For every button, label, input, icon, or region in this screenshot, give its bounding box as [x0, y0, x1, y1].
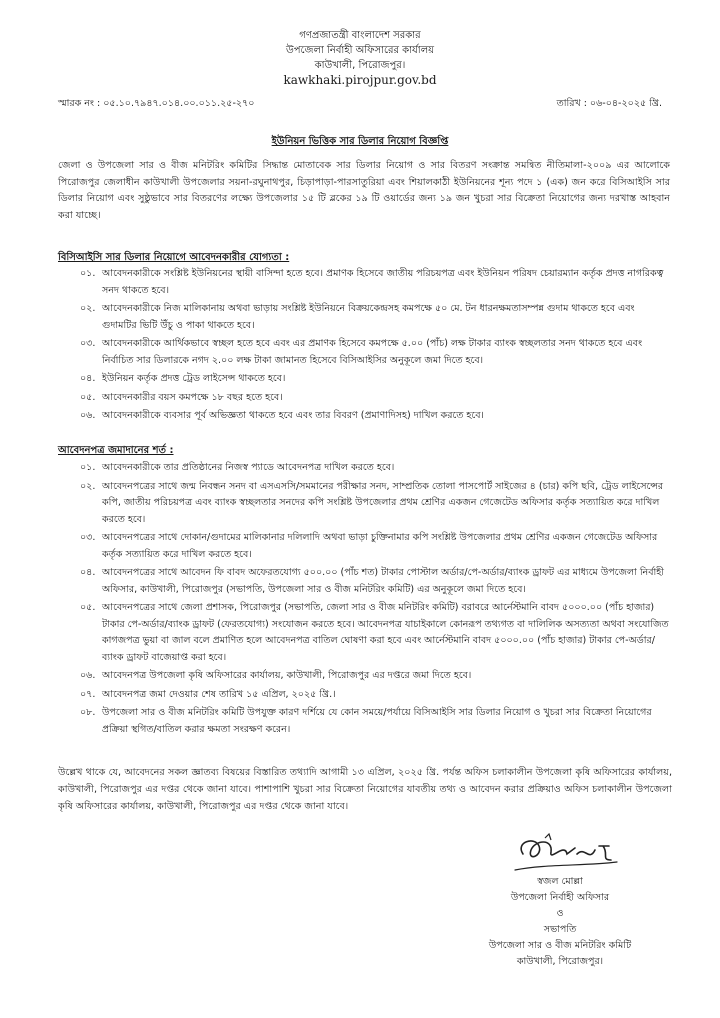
item-number: ০৩. [80, 532, 96, 543]
signatory-role: সভাপতি [543, 924, 577, 935]
list-item [58, 479, 672, 529]
header-line-2: উপজেলা নির্বাহী অফিসারের কার্যালয় [285, 45, 435, 56]
issue-date: তারিখ : ০৬-০৪-২০২৫ খ্রি. [556, 98, 662, 109]
list-item [58, 266, 672, 299]
item-number: ০১. [80, 268, 96, 279]
item-text: উপজেলা সার ও বীজ মনিটরিং কমিটি উপযুক্ত কারণ দর্শিয়ে যে কোন সময়ে/পর্যায়ে বিসিআইসি সার ডিলার নিয়োগ ও খুচরা সার বিক্রেতা নিয়োগের প্রক্রিয়া স্থগিত/বাতিল করার ক্ষমতা সংরক্ষণ করেন। [102, 707, 652, 735]
item-text: আবেদনপত্র উপজেলা কৃষি অফিসারের কার্যালয়, কাউখালী, পিরোজপুর এর দপ্তরে জমা দিতে হবে। [102, 670, 472, 681]
signatory-committee: উপজেলা সার ও বীজ মনিটরিং কমিটি [488, 940, 632, 951]
signatory-location: কাউখালী, পিরোজপুর। [516, 956, 604, 967]
item-text: আবেদনপত্র জমা দেওয়ার শেষ তারিখ ১৫ এপ্রিল, ২০২৫ খ্রি.। [102, 688, 336, 700]
header-line-3: কাউখালী, পিরোজপুর। [314, 60, 406, 71]
item-number: ০৪. [80, 567, 96, 578]
item-number: ০৪. [80, 373, 96, 384]
list-item [58, 530, 672, 563]
item-number: ০১. [80, 462, 96, 473]
item-text: আবেদনকারীর বয়স কমপক্ষে ১৮ বছর হতে হবে। [102, 391, 283, 403]
intro-paragraph: জেলা ও উপজেলা সার ও বীজ মনিটরিং কমিটির সিদ্ধান্ত মোতাবেক সার ডিলার নিয়োগ ও সার বিতরণ সংক্রান্ত সমন্বিত নীতিমালা-২০০৯ এর আলোকে পিরোজপুর জেলাধীন কাউখালী উপজেলার সয়না-রঘুনাথপুর, চিড়াপাড়া-পারসাতুরিয়া এবং শিয়ালকাঠী ইউনিয়নের শূন্য পদে ১ (এক) জন করে বিসিআইসি সার ডিলার নিয়োগ এবং সুষ্ঠুভাবে সার বিতরণের লক্ষ্যে উপজেলার ১৫ টি ব্লকের ১৯ টি ওয়ার্ডের জন্য ১৯ জন খুচরা সার বিক্রেতা নিয়োগের জন্য দরখাস্ত আহবান করা যাচ্ছে। [58, 160, 670, 221]
list-item [58, 565, 672, 598]
item-number: ০৭. [80, 688, 96, 700]
item-number: ০৫. [80, 602, 96, 613]
item-text: আবেদনকারীকে আর্থিকভাবে স্বচ্ছল হতে হবে এবং এর প্রমাণক হিসেবে কমপক্ষে ৫.০০ (পাঁচ) লক্ষ টাকার ব্যাংক স্বচ্ছলতার সনদ থাকতে হবে এবং নির্বাচিত সার ডিলারকে নগদ ২.০০ লক্ষ টাকা জামানত হিসেবে বিসিআইসির অনুকূলে জমা দিতে হবে। [102, 338, 643, 366]
item-text: আবেদনকারীকে তার প্রতিষ্ঠানের নিজস্ব প্যাডে আবেদনপত্র দাখিল করতে হবে। [102, 462, 395, 473]
item-text: ইউনিয়ন কর্তৃক প্রদত্ত ট্রেড লাইসেন্স থাকতে হবে। [102, 373, 286, 384]
signatory-designation: উপজেলা নির্বাহী অফিসার [510, 892, 610, 903]
item-number: ০৩. [80, 338, 96, 349]
notice-title-text: ইউনিয়ন ভিত্তিক সার ডিলার নিয়োগ বিজ্ঞপ্তি [271, 136, 449, 147]
list-item [58, 460, 672, 477]
list-item [58, 301, 672, 334]
item-text: আবেদনপত্রের সাথে জন্ম নিবন্ধন সনদ বা এসএসসি/সমমানের পরীক্ষার সনদ, সাম্প্রতিক তোলা পাসপোর্ট সাইজের ৪ (চার) কপি ছবি, ট্রেড লাইসেন্সের কপি, জাতীয় পরিচয়পত্র এবং ব্যাংক স্বচ্ছলতার সনদের কপি সংশ্লিষ্ট উপজেলার প্রথম শ্রেণির একজন গেজেটেড অফিসার কর্তৃক সত্যায়িত করে দাখিল করতে হবে। [102, 480, 664, 525]
item-number: ০৮. [80, 707, 96, 718]
item-text: আবেদনকারীকে সংশ্লিষ্ট ইউনিয়নের স্থায়ী বাসিন্দা হতে হবে। প্রমাণক হিসেবে জাতীয় পরিচয়পত্র এবং ইউনিয়ন পরিষদ চেয়ারম্যান কর্তৃক প্রদত্ত নাগরিকত্ব সনদ থাকতে হবে। [102, 268, 664, 296]
item-number: ০২. [80, 480, 96, 492]
govt-header [0, 28, 720, 88]
list-item [58, 687, 672, 704]
item-number: ০২. [80, 303, 96, 314]
qualifications-list [58, 266, 672, 427]
list-item [58, 371, 672, 388]
list-item [58, 668, 672, 685]
list-item [58, 390, 672, 407]
item-number: ০৫. [80, 391, 96, 403]
item-number: ০৬. [80, 410, 96, 421]
conditions-list [58, 460, 672, 740]
item-text: আবেদনপত্রের সাথে জেলা প্রশাসক, পিরোজপুর (সভাপতি, জেলা সার ও বীজ মনিটরিং কমিটি) বরাবরে আর্নেস্টমানি বাবদ ৫০০০.০০ (পাঁচ হাজার) টাকার পে-অর্ডার/ব্যাংক ড্রাফট (ফেরতযোগ্য) সংযোজন করতে হবে। আবেদনপত্র যাচাইকালে কোনরূপ তথ্যগত বা দালিলিক অসত্যতা অথবা সংযোজিত কাগজপত্র ভুয়া বা জাল বলে প্রমাণিত হলে আবেদনপত্র বাতিল ঘোষণা করা হবে এবং আর্নেস্টমানি বাবদ ৫০০০.০০ (পাঁচ হাজার) টাকার পে-অর্ডার/ব্যাংক ড্রাফট বাজেয়াপ্ত করা হবে। [102, 602, 669, 663]
list-item [58, 336, 672, 369]
item-text: আবেদনকারীকে ব্যবসার পূর্ব অভিজ্ঞতা থাকতে হবে এবং তার বিবরণ (প্রমাণাদিসহ) দাখিল করতে হবে। [102, 410, 484, 421]
conditions-heading: আবেদনপত্র জমাদানের শর্ত : [58, 445, 174, 456]
item-text: আবেদনপত্রের সাথে দোকান/গুদামের মালিকানার দলিলাদি অথবা ভাড়া চুক্তিনামার কপি সংশ্লিষ্ট উপজেলার প্রথম শ্রেণির একজন গেজেটেড অফিসার কর্তৃক সত্যায়িত করে দাখিল করতে হবে। [102, 532, 658, 560]
signatory-name: স্বজল মোল্লা [537, 876, 583, 887]
item-text: আবেদনপত্রের সাথে আবেদন ফি বাবদ অফেরতযোগ্য ৫০০.০০ (পাঁচ শত) টাকার পোস্টাল অর্ডার/পে-অর্ডার/ব্যাংক ড্রাফট এর মাধ্যমে উপজেলা নির্বাহী অফিসার, কাউখালী, পিরোজপুর (সভাপতি, উপজেলা সার ও বীজ মনিটরিং কমিটি) এর অনুকূলে জমা দিতে হবে। [102, 567, 664, 595]
list-item [58, 408, 672, 425]
closing-paragraph: উল্লেখ থাকে যে, আবেদনের সকল জ্ঞাতব্য বিষয়ের বিস্তারিত তথ্যাদি আগামী ১৩ এপ্রিল, ২০২৫ খ্রি. পর্যন্ত অফিস চলাকালীন উপজেলা কৃষি অফিসারের কার্যালয়, কাউখালী, পিরোজপুর এর দপ্তর থেকে জানা যাবে। পাশাপাশি খুচরা সার বিক্রেতা নিয়োগের যাবতীয় তথ্য ও আবেদন করার প্রক্রিয়াও অফিস চলাকালীন উপজেলা কৃষি অফিসারের কার্যালয়, কাউখালী, পিরোজপুর এর দপ্তর থেকে জানা যাবে। [58, 767, 672, 812]
item-text: আবেদনকারীকে নিজ মালিকানায় অথবা ভাড়ায় সংশ্লিষ্ট ইউনিয়নে বিক্রয়কেন্দ্রসহ কমপক্ষে ৫০ মে. টন ধারনক্ষমতাসম্পন্ন গুদাম থাকতে হবে এবং গুদামটির ভিটি উঁচু ও পাকা থাকতে হবে। [102, 303, 635, 331]
signature-block [460, 874, 660, 970]
list-item [58, 705, 672, 738]
notice-title [0, 134, 720, 151]
qualifications-heading: বিসিআইসি সার ডিলার নিয়োগে আবেদনকারীর যোগ্যতা : [58, 252, 290, 263]
list-item [58, 600, 672, 666]
memo-number: স্মারক নং : ০৫.১০.৭৯৪৭.০১৪.০০.০১১.২৫-২৭০ [58, 98, 255, 109]
header-line-1: গণপ্রজাতন্ত্রী বাংলাদেশ সরকার [299, 30, 421, 41]
signatory-conj: ও [556, 908, 564, 919]
header-website: kawkhaki.pirojpur.gov.bd [283, 73, 437, 87]
item-number: ০৬. [80, 670, 96, 681]
